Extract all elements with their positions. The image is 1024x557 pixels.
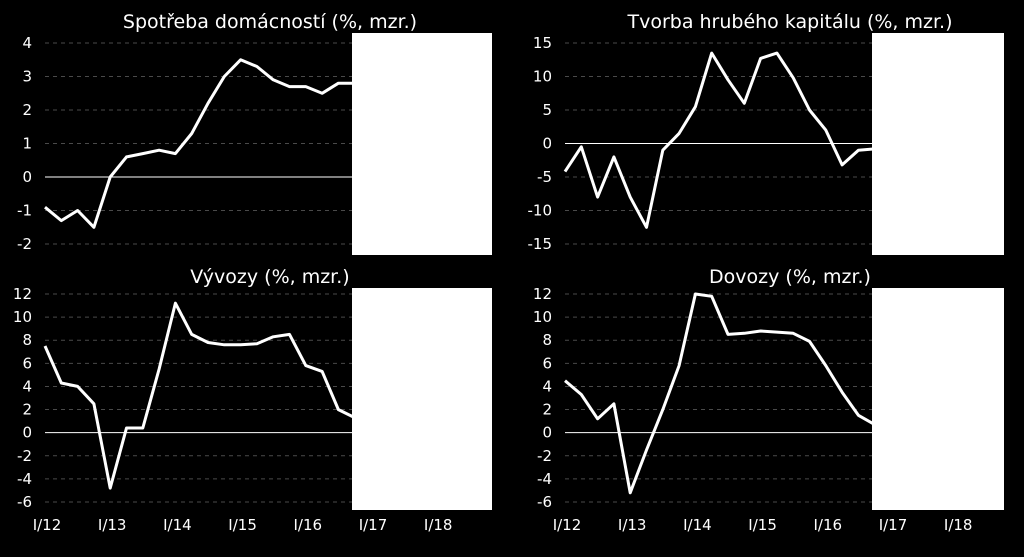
series-line (45, 303, 355, 488)
y-tick-label: 10 (532, 308, 552, 327)
y-tick-label: 0 (542, 134, 552, 153)
x-tick-label: I/14 (683, 516, 712, 534)
y-tick-label: 2 (542, 400, 552, 419)
x-tick-label: I/13 (617, 516, 647, 534)
y-tick-label: 1 (22, 134, 32, 153)
x-tick-label: I/15 (748, 516, 777, 534)
x-tick-label: I/18 (943, 516, 973, 534)
y-tick-label: 2 (22, 101, 32, 119)
y-tick-label: -10 (527, 201, 552, 220)
x-tick-label: I/13 (97, 516, 127, 534)
y-tick-label: 6 (542, 354, 552, 373)
y-tick-label: 8 (542, 331, 552, 350)
y-tick-label: 10 (12, 308, 32, 327)
x-tick-label: I/17 (358, 516, 388, 534)
y-tick-label: -2 (537, 446, 552, 465)
y-tick-label: 0 (542, 423, 552, 442)
chart-title: Tvorba hrubého kapitálu (%, mzr.) (627, 11, 953, 33)
y-tick-label: 15 (532, 34, 552, 52)
chart-title: Vývozy (%, mzr.) (190, 266, 350, 288)
x-tick-label: I/16 (813, 516, 843, 534)
y-tick-label: 8 (22, 331, 32, 350)
x-tick-label: I/17 (878, 516, 908, 534)
chart-title: Spotřeba domácností (%, mzr.) (122, 11, 418, 33)
y-tick-label: -2 (17, 446, 32, 465)
y-tick-label: 5 (542, 101, 552, 119)
forecast-box (872, 33, 1004, 255)
y-tick-label: 12 (12, 285, 32, 303)
x-tick-label: I/18 (423, 516, 453, 534)
x-tick-label: I/12 (552, 516, 582, 534)
y-tick-label: 4 (22, 34, 32, 52)
x-tick-label: I/14 (163, 516, 192, 534)
y-tick-label: -4 (17, 469, 32, 488)
y-tick-label: 4 (22, 377, 32, 396)
y-tick-label: 6 (22, 354, 32, 373)
series-line (565, 294, 875, 493)
y-tick-label: 12 (532, 285, 552, 303)
y-tick-label: 0 (22, 168, 32, 186)
y-tick-label: -1 (17, 201, 32, 220)
x-tick-label: I/15 (228, 516, 257, 534)
y-tick-label: 10 (532, 67, 552, 86)
chart-title: Dovozy (%, mzr.) (709, 266, 871, 288)
series-line (565, 53, 875, 227)
y-tick-label: -6 (537, 493, 552, 511)
y-tick-label: 3 (22, 67, 32, 86)
y-tick-label: -4 (537, 469, 552, 488)
x-tick-label: I/12 (32, 516, 62, 534)
y-tick-label: 2 (22, 400, 32, 419)
y-tick-label: 0 (22, 423, 32, 442)
x-tick-label: I/16 (293, 516, 323, 534)
y-tick-label: -15 (527, 235, 552, 253)
y-tick-label: -5 (537, 168, 552, 186)
forecast-box (352, 33, 492, 255)
y-tick-label: -2 (17, 235, 32, 253)
y-tick-label: 4 (542, 377, 552, 396)
y-tick-label: -6 (17, 493, 32, 511)
forecast-box (872, 288, 1004, 510)
forecast-box (352, 288, 492, 510)
